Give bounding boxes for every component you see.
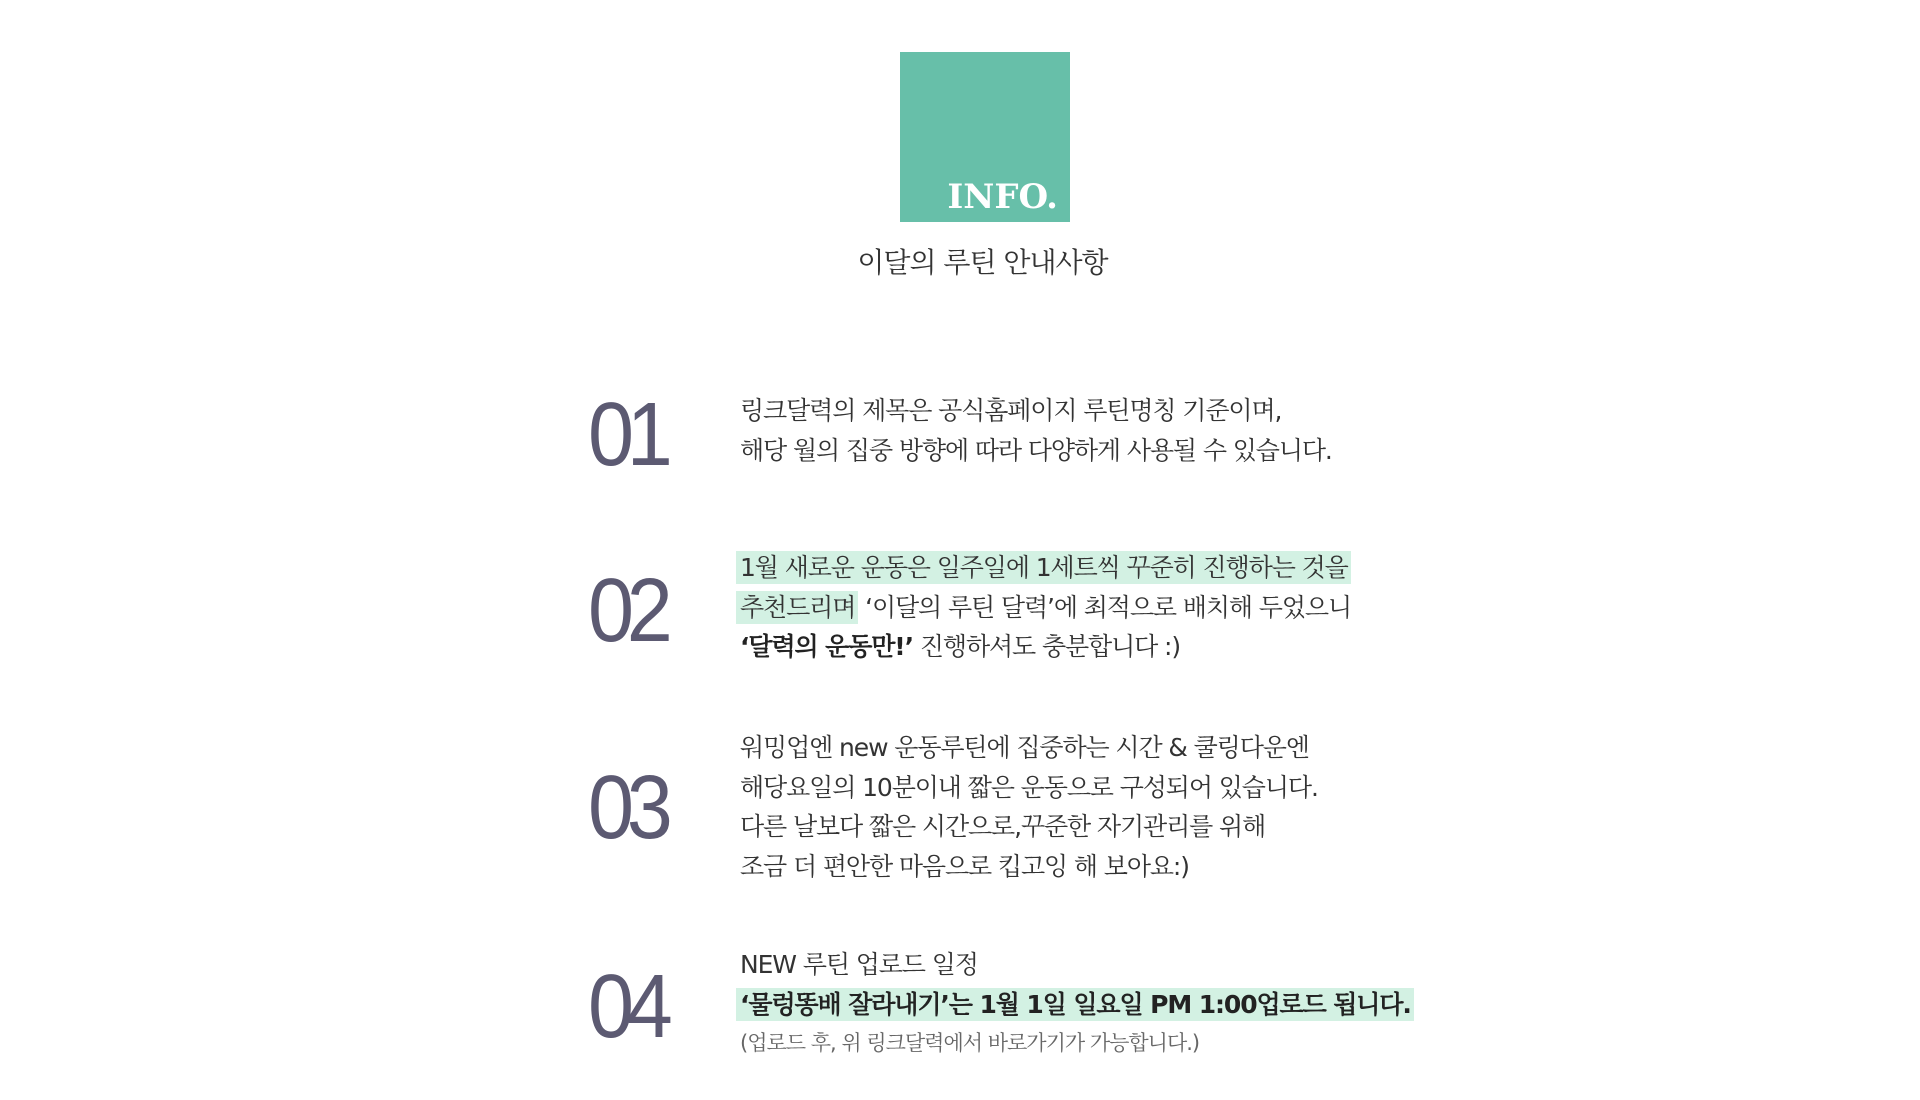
highlighted-text: 추천드리며 — [736, 591, 858, 624]
item-number: 01 — [588, 385, 666, 485]
item-text: 진행하셔도 충분합니다 :) — [913, 632, 1181, 661]
item-text-line: 다른 날보다 짧은 시간으로,꾸준한 자기관리를 위해 — [740, 812, 1266, 841]
item-body — [740, 391, 1332, 470]
item-text-line — [740, 588, 1351, 628]
item-text-line: 해당요일의 10분이내 짧은 운동으로 구성되어 있습니다. — [740, 772, 1318, 802]
highlighted-bold-text: ‘물렁똥배 잘라내기’는 1월 1일 일요일 PM 1:00업로드 됩니다. — [736, 988, 1414, 1021]
item-text-line: NEW 루틴 업로드 일정 — [740, 950, 978, 979]
item-number: 03 — [588, 758, 666, 858]
item-body — [740, 548, 1351, 667]
item-body — [740, 728, 1318, 886]
item-text-line — [740, 548, 1351, 588]
item-text-line — [740, 627, 1351, 667]
info-badge-label: INFO. — [947, 177, 1058, 217]
page-subtitle: 이달의 루틴 안내사항 — [857, 246, 1108, 279]
info-badge — [900, 52, 1070, 222]
item-text-line: 워밍업엔 new 운동루틴에 집중하는 시간 & 쿨링다운엔 — [740, 733, 1309, 762]
item-number: 02 — [588, 561, 666, 661]
highlighted-text: 1월 새로운 운동은 일주일에 1세트씩 꾸준히 진행하는 것을 — [736, 551, 1351, 584]
item-note: (업로드 후, 위 링크달력에서 바로가기가 가능합니다.) — [740, 1031, 1200, 1055]
item-number: 04 — [588, 957, 666, 1057]
item-text: ‘이달의 루틴 달력’에 최적으로 배치해 두었으니 — [858, 592, 1351, 622]
item-text-line: 조금 더 편안한 마음으로 킵고잉 해 보아요:) — [740, 851, 1189, 881]
item-text-line — [740, 985, 1414, 1025]
item-text-line: 해당 월의 집중 방향에 따라 다양하게 사용될 수 있습니다. — [740, 435, 1332, 465]
item-body — [740, 945, 1414, 1064]
bold-text: ‘달력의 운동만!’ — [740, 632, 913, 661]
item-text-line: 링크달력의 제목은 공식홈페이지 루틴명칭 기준이며, — [740, 396, 1282, 425]
